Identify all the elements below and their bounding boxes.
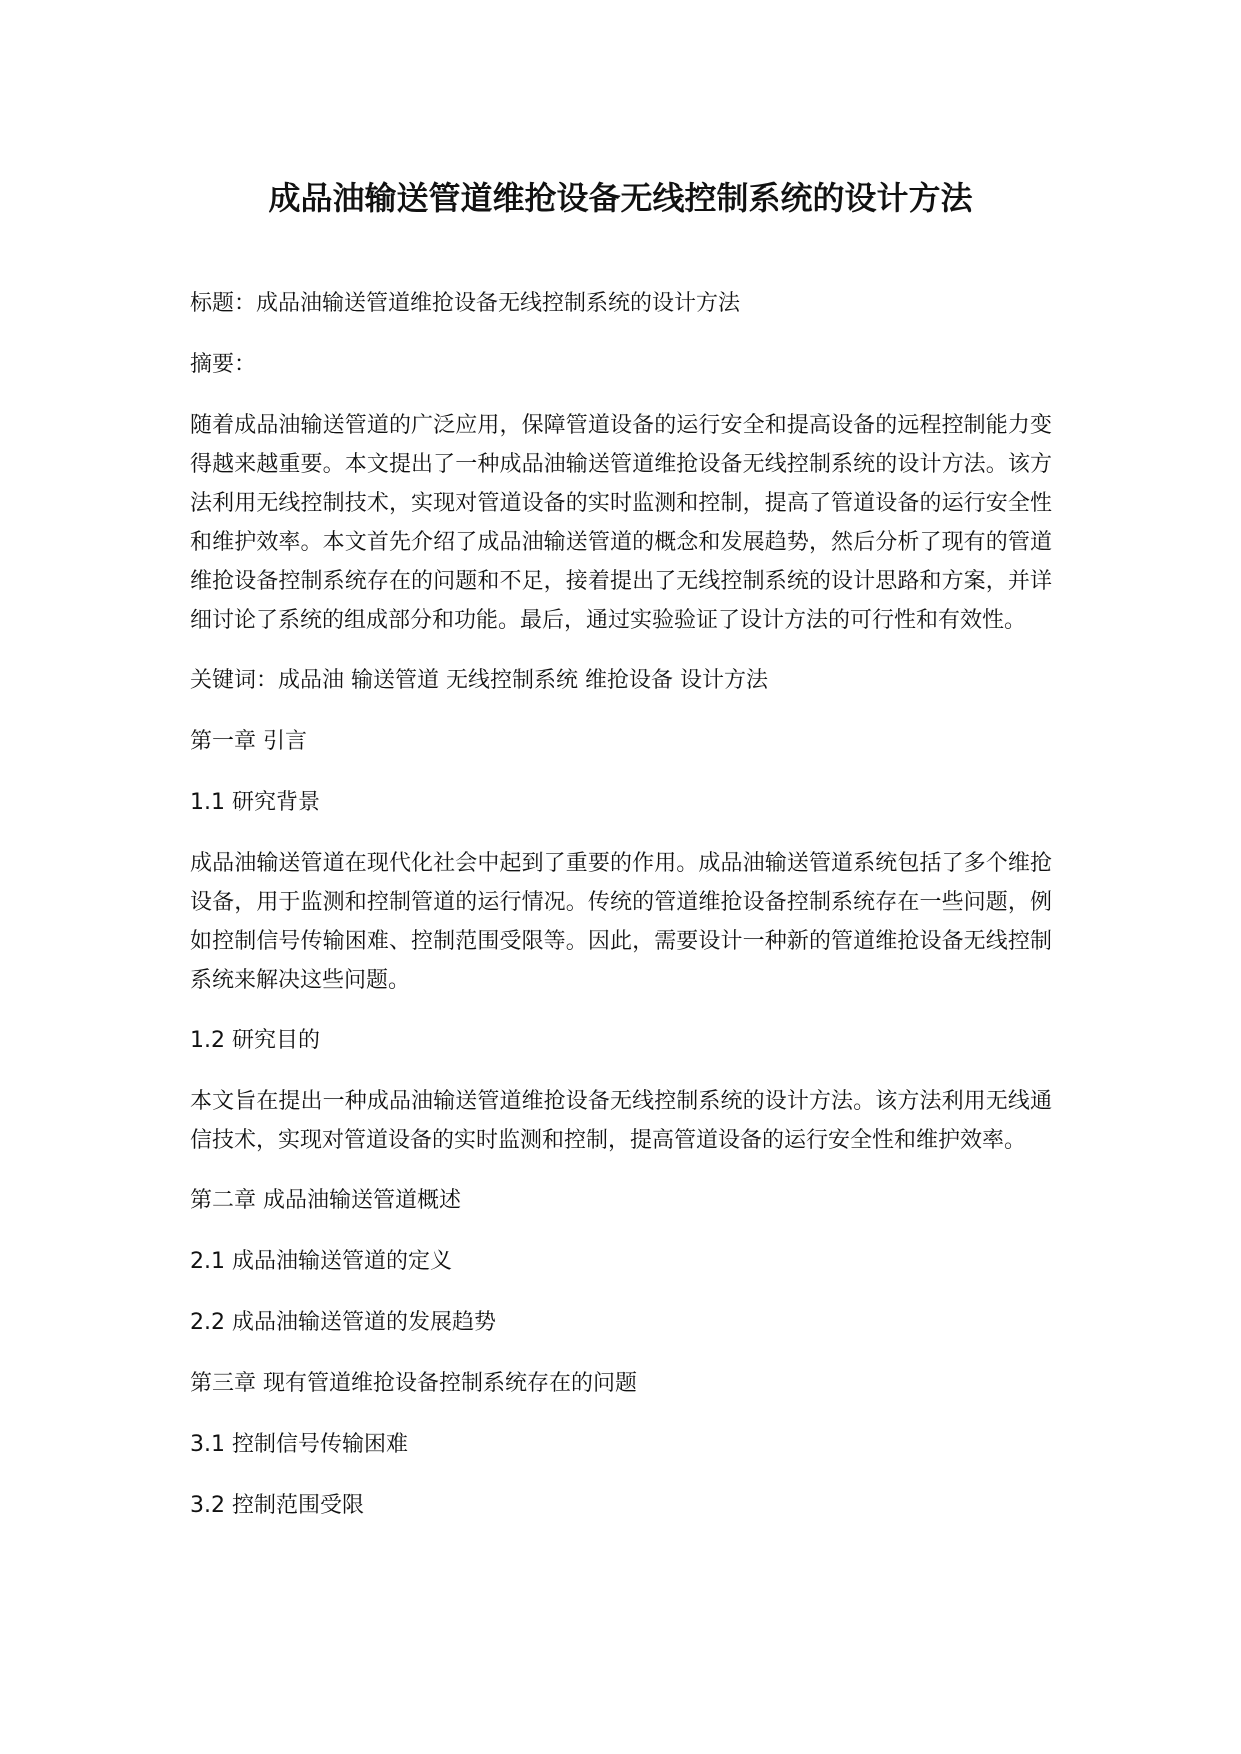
- keywords-line: 关键词：成品油 输送管道 无线控制系统 维抢设备 设计方法: [190, 668, 768, 693]
- title-line: 标题：成品油输送管道维抢设备无线控制系统的设计方法: [190, 291, 741, 316]
- document-body: [190, 284, 1052, 1547]
- section-1-1-paragraph: 成品油输送管道在现代化社会中起到了重要的作用。成品油输送管道系统包括了多个维抢设备，用于监测和控制管道的运行情况。传统的管道维抢设备控制系统存在一些问题，例如控制信号传输困难、控制范围受限等。因此，需要设计一种新的管道维抢设备无线控制系统来解决这些问题。: [190, 851, 1052, 993]
- section-2-1-heading: 2.1 成品油输送管道的定义: [190, 1249, 452, 1274]
- section-1-2-paragraph: 本文旨在提出一种成品油输送管道维抢设备无线控制系统的设计方法。该方法利用无线通信技术，实现对管道设备的实时监测和控制，提高管道设备的运行安全性和维护效率。: [190, 1089, 1052, 1153]
- chapter-3-heading: 第三章 现有管道维抢设备控制系统存在的问题: [190, 1371, 637, 1396]
- chapter-2-heading: 第二章 成品油输送管道概述: [190, 1188, 461, 1213]
- section-2-2-heading: 2.2 成品油输送管道的发展趋势: [190, 1310, 496, 1335]
- abstract-paragraph: 随着成品油输送管道的广泛应用，保障管道设备的运行安全和提高设备的远程控制能力变得越来越重要。本文提出了一种成品油输送管道维抢设备无线控制系统的设计方法。该方法利用无线控制技术，实现对管道设备的实时监测和控制，提高了管道设备的运行安全性和维护效率。本文首先介绍了成品油输送管道的概念和发展趋势，然后分析了现有的管道维抢设备控制系统存在的问题和不足，接着提出了无线控制系统的设计思路和方案，并详细讨论了系统的组成部分和功能。最后，通过实验验证了设计方法的可行性和有效性。: [190, 413, 1052, 633]
- chapter-1-heading: 第一章 引言: [190, 729, 307, 754]
- abstract-heading: 摘要：: [190, 352, 257, 377]
- section-3-2-heading: 3.2 控制范围受限: [190, 1493, 364, 1518]
- document-title: 成品油输送管道维抢设备无线控制系统的设计方法: [268, 179, 973, 217]
- section-1-1-heading: 1.1 研究背景: [190, 790, 320, 815]
- section-3-1-heading: 3.1 控制信号传输困难: [190, 1432, 408, 1457]
- section-1-2-heading: 1.2 研究目的: [190, 1028, 320, 1053]
